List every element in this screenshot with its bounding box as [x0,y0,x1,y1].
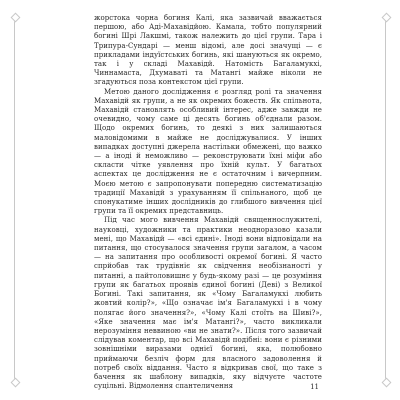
paragraph-2: Метою даного дослідження є розгляд ролі та значення Махавідй як групи, а не як окремих божеств. Як спільнота, Махавідй становлять особливий інтерес, адже завжди не очевидно, чому саме ці десять богинь об'єднали разом. Щодо окремих богинь, то деякі з них залишаються маловідомими в майже не досліджувалися. У інших випадках доступні джерела настільки обмежені, що важко — а іноді й неможливо — реконструювати їхні міфи або скласти чітке уявлення про їхній культ. У багатьох аспектах це дослідження не є остаточним і вичерпним. Моєю метою є запропонувати попередню систематизацію традиції Махавідй з урахуванням її спільнаного, щоб це спонукатиме інших дослідників до глибшого вивчення цієї групи та її окремих представниць. [94,87,322,216]
left-border-ornament [14,18,15,382]
page-number: 11 [310,383,319,391]
body-text [94,14,322,391]
ornament-diamond-top [382,13,392,23]
ornament-diamond-bottom [382,378,392,388]
ornament-diamond-bottom [11,378,21,388]
paragraph-3: Під час мого вивчення Махавідй священнослужителі, науковці, художники та практики неодноразово казали мені, що Махавідй — «всі єдині». Іноді вони відповідали на питання, що стосувалося значення групи загалом, а часом — на запитання про особливості окремої богині. Я часто спрйобав так трудівніє як свідчення необізнаності у питанні, а пайтоловишнє у будь-якому разі — це розуміння групи як багатьох проявів єдиної богині (Деві) з Великої Богині. Такі запитання, як «Чому Багаламукхі любить жовтий колір?», «Що означає ім'я Багаламукхі і в чому полягає його значення?», «Чому Калі стоїть на Шиві?», «Яке значення має ім'я Матангі?», часто викликали нерозуміння неввиною «ви не знати?». Після того зазвичай слідував коментар, що всі Махавідй подібні: вони є різними зовнішніми виразами однієї богині, яка, полюбовно приймаючи безліч форм для власного задоволення й потреб своїх віддання. Часто я відкривав свої, що таке з бачення як шаблону випадків, яку відчуєте частоте суцільні. Відмолення спантеличення [94,216,322,391]
right-border-ornament [385,18,386,382]
paragraph-1: жорстока чорна богиня Калі, яка зазвичай вважається першою, або Аді-Махавідйою. Камала, тобто популярний богині Шрі Лакшмі, також належить до цієї групи. Тара і Трипура-Сундарі — менш відомі, але досі значущі — є прикладами індуїстських богинь, які шануються як окремо, так і у складі Махавідй. Натомість Багаламукхі, Чиннамаста, Дхумаваті та Матангі майже ніколи не згадуються поза контекстом цієї групи. [94,14,322,87]
ornament-diamond-top [11,13,21,23]
